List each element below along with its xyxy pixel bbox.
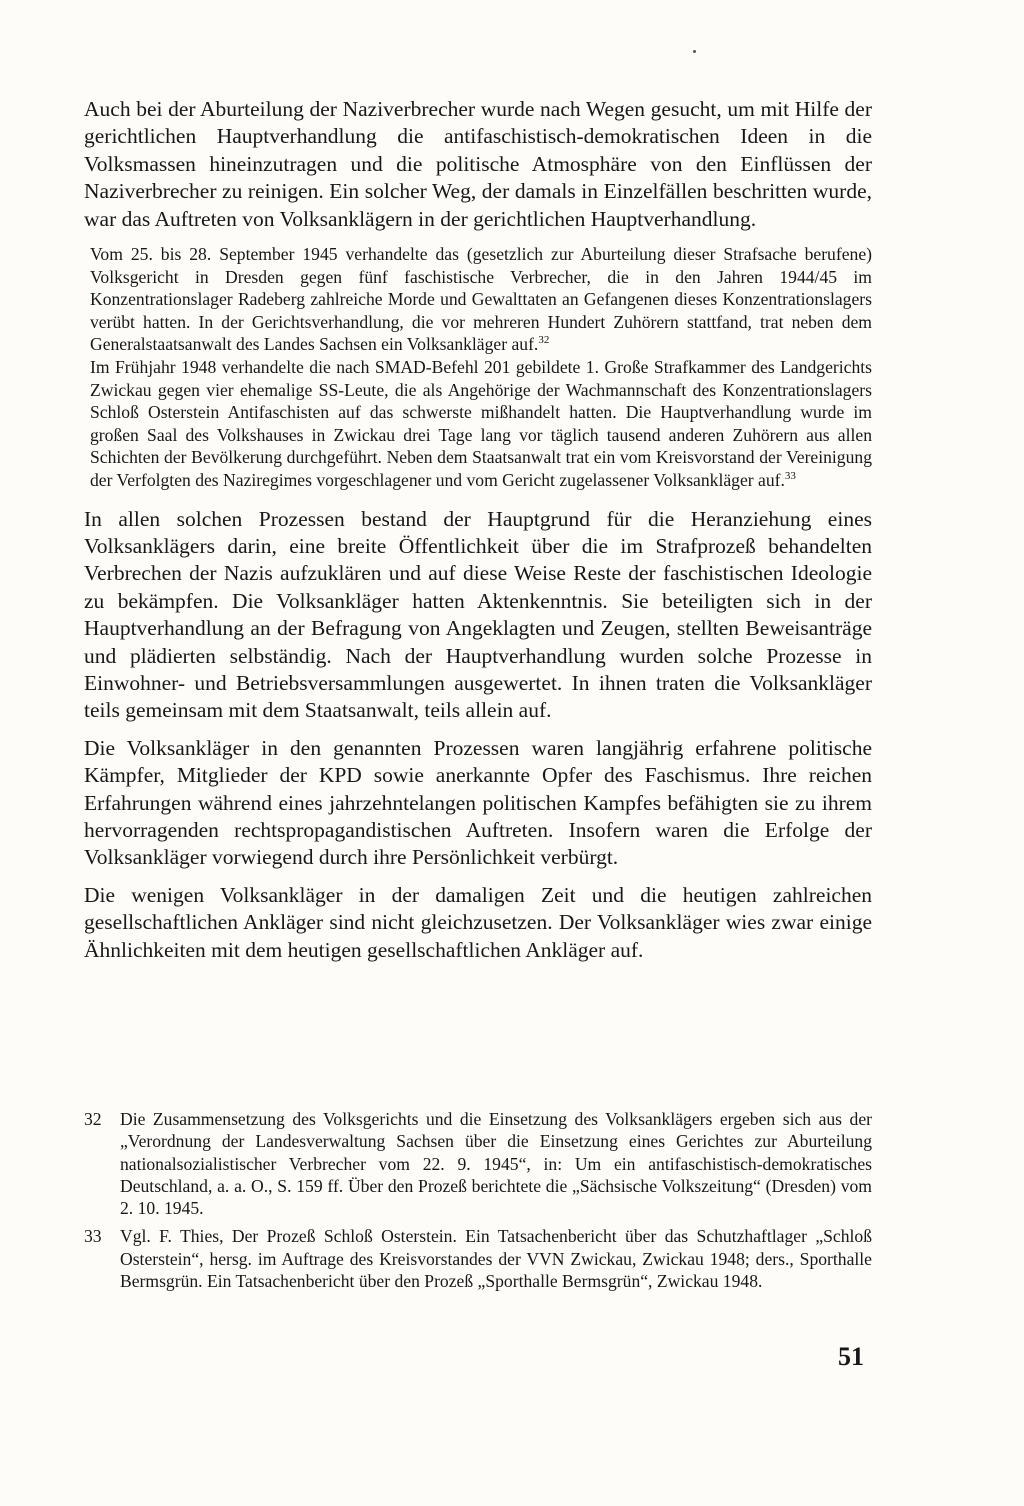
print-speck <box>693 50 696 53</box>
footnote-33 <box>84 1225 872 1292</box>
footnote-text: Die Zusammensetzung des Volksgerichts und die Einsetzung des Volksanklägers ergeben sich aus der „Verordnung der Landesverwaltung Sachsen über die Einsetzung eines Gerichtes zur Aburteilung nationalsozialistischer Verbrecher vom 22. 9. 1945“, in: Um ein antifaschistisch-demokratisches Deutschland, a. a. O., S. 159 ff. Über den Prozeß berichtete die „Sächsische Volkszeitung“ (Dresden) vom 2. 10. 1945. <box>120 1109 872 1219</box>
footnote-32 <box>84 1108 872 1219</box>
footnotes-section <box>84 1108 872 1298</box>
case-example-dresden-text: Vom 25. bis 28. September 1945 verhandelte das (gesetzlich zur Aburteilung dieser Strafsache berufene) Volksgericht in Dresden gegen fünf faschistische Verbrecher, die in den Jahren 1944/45 im Konzentrationslager Radeberg zahlreiche Morde und Gewalttaten an Gefangenen dieses Konzentrationslagers verübt hatten. In der Gerichtsverhandlung, die vor mehreren Hundert Zuhörern stattfand, trat neben dem Generalstaatsanwalt des Landes Sachsen ein Volksankläger auf. <box>90 244 872 355</box>
case-example-zwickau-text: Im Frühjahr 1948 verhandelte die nach SMAD-Befehl 201 gebildete 1. Große Strafkammer des Landgerichts Zwickau gegen vier ehemalige SS-Leute, die als Angehörige der Wachmannschaft des Konzentrationslagers Schloß Osterstein Antifaschisten auf das schwerste mißhandelt hatten. Die Hauptverhandlung wurde im großen Saal des Volkshauses in Zwickau drei Tage lang vor täglich tausend anderen Zuhörern aus allen Schichten der Bevölkerung durchgeführt. Neben dem Staatsanwalt trat ein vom Kreisvorstand der Vereinigung der Verfolgten des Naziregimes vorgeschlagener und vom Gericht zugelassener Volksankläger auf. <box>90 357 872 490</box>
case-example-zwickau <box>90 356 872 492</box>
body-paragraph-1: Auch bei der Aburteilung der Naziverbrecher wurde nach Wegen gesucht, um mit Hilfe der gerichtlichen Hauptverhandlung die antifaschistisch-demokratischen Ideen in die Volksmassen hineinzutragen und die politische Atmosphäre von den Einflüssen der Naziverbrecher zu reinigen. Ein solcher Weg, der damals in Einzelfällen beschritten wurde, war das Auftreten von Volksanklägern in der gerichtlichen Hauptverhandlung. <box>84 97 872 231</box>
footnote-number: 32 <box>84 1109 102 1129</box>
case-example-dresden <box>90 243 872 356</box>
case-examples-block <box>84 243 872 492</box>
footnote-ref-32[interactable]: 32 <box>538 334 550 347</box>
footnote-ref-33[interactable]: 33 <box>784 470 796 483</box>
footnote-number: 33 <box>84 1226 102 1247</box>
footnote-text: Vgl. F. Thies, Der Prozeß Schloß Osterstein. Ein Tatsachenbericht über das Schutzhaftlager „Schloß Osterstein“, hersg. im Auftrage des Kreisvorstandes der VVN Zwickau, Zwickau 1948; ders., Sporthalle Bermsgrün. Ein Tatsachenbericht über den Prozeß „Sporthalle Bermsgrün“, Zwickau 1948. <box>120 1226 872 1292</box>
body-paragraph-4: Die wenigen Volksankläger in der damaligen Zeit und die heutigen zahlreichen gesellschaftlichen Ankläger sind nicht gleichzusetzen. Der Volksankläger wies zwar einige Ähnlichkeiten mit dem heutigen gesellschaftlichen Ankläger auf. <box>84 882 872 962</box>
body-paragraph-3: Die Volksankläger in den genannten Prozessen waren langjährig erfahrene politische Kämpfer, Mitglieder der KPD sowie anerkannte Opfer des Faschismus. Ihre reichen Erfahrungen während eines jahrzehntelangen politischen Kampfes befähigten sie zu ihrem hervorragenden rechtspropagandistischen Auftreten. Insofern waren die Erfolge der Volksankläger vorwiegend durch ihre Persönlichkeit verbürgt. <box>84 735 872 870</box>
main-text-column <box>84 96 872 974</box>
page-number: 51 <box>838 1342 864 1371</box>
body-paragraph-2: In allen solchen Prozessen bestand der Hauptgrund für die Heranziehung eines Volksanklägers darin, eine breite Öffentlichkeit über die im Strafprozeß behandelten Verbrechen der Nazis aufzuklären und auf diese Weise Reste der faschistischen Ideologie zu bekämpfen. Die Volksankläger hatten Aktenkenntnis. Sie beteiligten sich in der Hauptverhandlung an der Befragung von Angeklagten und Zeugen, stellten Beweisanträge und plädierten selbständig. Nach der Hauptverhandlung wurden solche Prozesse in Einwohner- und Betriebsversammlungen ausgewertet. In ihnen traten die Volksankläger teils gemeinsam mit dem Staatsanwalt, teils allein auf. <box>84 506 872 723</box>
